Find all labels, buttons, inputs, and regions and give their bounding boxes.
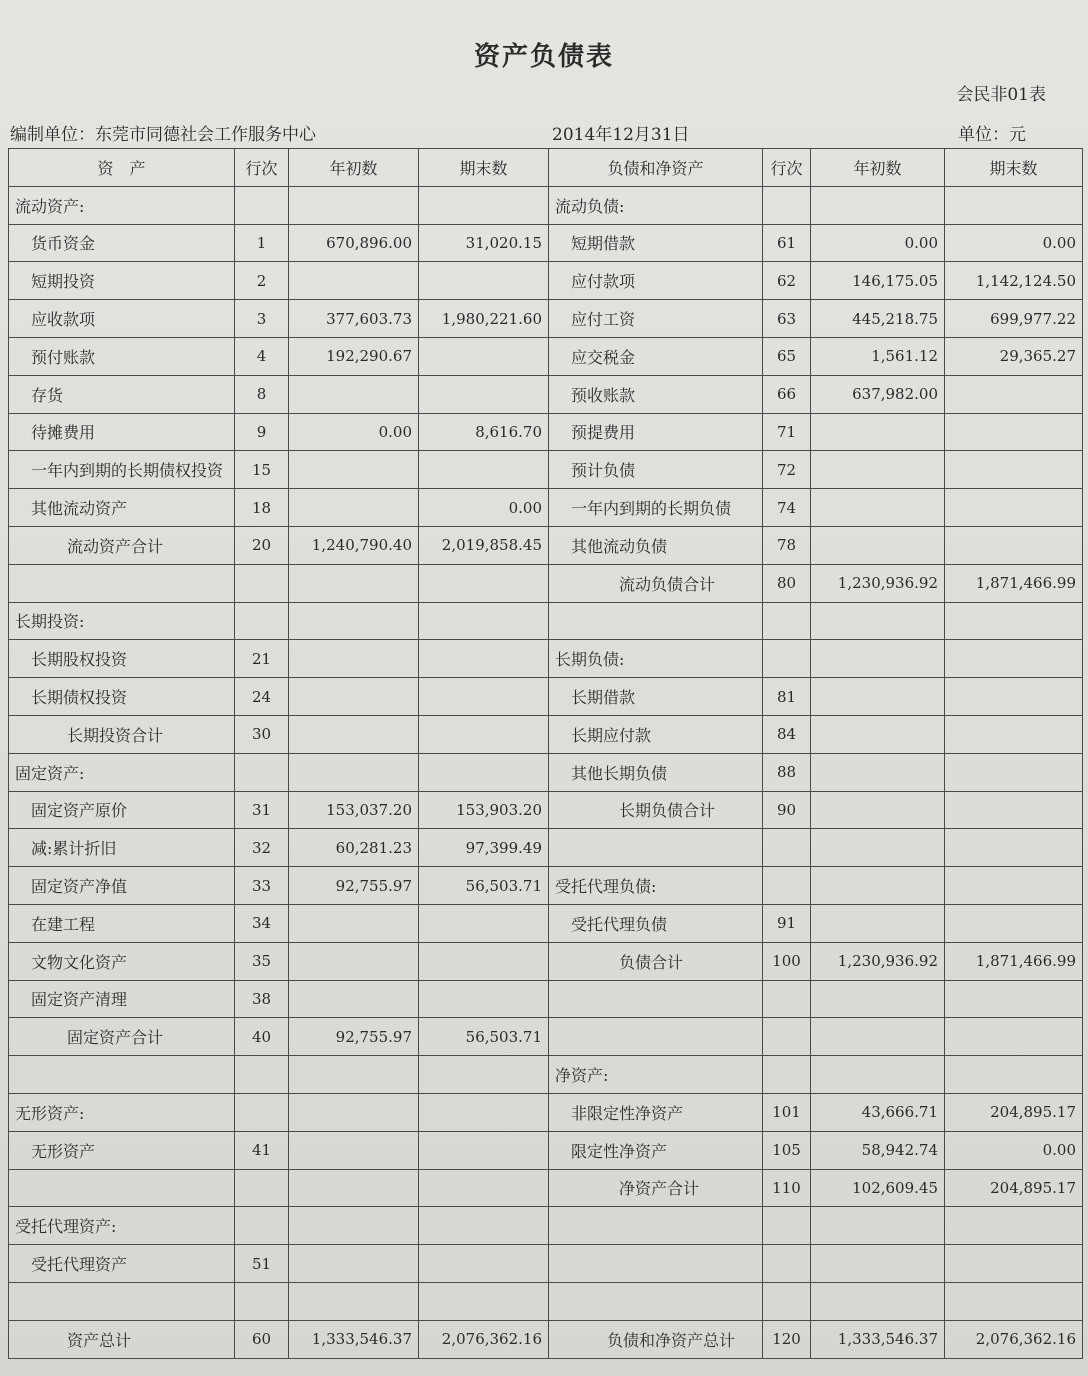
- liability-end-cell: [945, 1282, 1083, 1320]
- liability-end-cell: [945, 1245, 1083, 1283]
- liability-begin-cell: [811, 1207, 945, 1245]
- asset-line-cell: [235, 602, 289, 640]
- liability-end-cell: 2,076,362.16: [945, 1320, 1083, 1358]
- asset-name-cell: 固定资产清理: [9, 980, 235, 1018]
- table-row: [9, 678, 1083, 716]
- liability-name-cell: 应付款项: [549, 262, 763, 300]
- liability-begin-cell: 637,982.00: [811, 375, 945, 413]
- liability-begin-cell: [811, 791, 945, 829]
- report-date: 2014年12月31日: [552, 125, 690, 145]
- asset-end-cell: [419, 942, 549, 980]
- asset-name-cell: [9, 1169, 235, 1207]
- table-row: [9, 602, 1083, 640]
- table-row: [9, 942, 1083, 980]
- asset-name-cell: 货币资金: [9, 224, 235, 262]
- liability-end-cell: 1,871,466.99: [945, 564, 1083, 602]
- asset-line-cell: 34: [235, 904, 289, 942]
- asset-line-cell: 60: [235, 1320, 289, 1358]
- liability-line-cell: [763, 1245, 811, 1283]
- asset-line-cell: 4: [235, 337, 289, 375]
- asset-name-cell: 短期投资: [9, 262, 235, 300]
- liability-end-cell: [945, 413, 1083, 451]
- liability-line-cell: [763, 186, 811, 224]
- liability-begin-cell: [811, 451, 945, 489]
- asset-begin-cell: 60,281.23: [289, 829, 419, 867]
- header-line-no: 行次: [235, 149, 289, 187]
- liability-end-cell: 29,365.27: [945, 337, 1083, 375]
- liability-line-cell: 74: [763, 489, 811, 527]
- liability-name-cell: 负债合计: [549, 942, 763, 980]
- liability-line-cell: [763, 980, 811, 1018]
- liability-line-cell: 62: [763, 262, 811, 300]
- table-row: [9, 1056, 1083, 1094]
- asset-begin-cell: [289, 262, 419, 300]
- asset-line-cell: 9: [235, 413, 289, 451]
- liability-name-cell: 应交税金: [549, 337, 763, 375]
- table-row: [9, 1320, 1083, 1358]
- asset-begin-cell: [289, 1282, 419, 1320]
- asset-line-cell: [235, 1169, 289, 1207]
- liability-line-cell: 84: [763, 715, 811, 753]
- asset-end-cell: [419, 1282, 549, 1320]
- liability-name-cell: 长期负债合计: [549, 791, 763, 829]
- liability-end-cell: [945, 980, 1083, 1018]
- liability-begin-cell: [811, 829, 945, 867]
- liability-begin-cell: [811, 526, 945, 564]
- asset-line-cell: 3: [235, 300, 289, 338]
- currency-unit: 单位：元: [958, 125, 1026, 145]
- liability-line-cell: 72: [763, 451, 811, 489]
- table-row: [9, 300, 1083, 338]
- asset-name-cell: 受托代理资产:: [9, 1207, 235, 1245]
- liability-name-cell: [549, 1018, 763, 1056]
- liability-end-cell: 204,895.17: [945, 1169, 1083, 1207]
- liability-name-cell: [549, 1207, 763, 1245]
- asset-begin-cell: [289, 640, 419, 678]
- liability-begin-cell: [811, 1282, 945, 1320]
- asset-begin-cell: [289, 715, 419, 753]
- liability-begin-cell: [811, 413, 945, 451]
- liability-line-cell: 63: [763, 300, 811, 338]
- asset-end-cell: [419, 1207, 549, 1245]
- liability-name-cell: 负债和净资产总计: [549, 1320, 763, 1358]
- liability-begin-cell: 1,230,936.92: [811, 942, 945, 980]
- liability-line-cell: 78: [763, 526, 811, 564]
- asset-begin-cell: [289, 564, 419, 602]
- asset-end-cell: [419, 602, 549, 640]
- table-row: [9, 1207, 1083, 1245]
- asset-name-cell: 流动资产合计: [9, 526, 235, 564]
- asset-line-cell: 15: [235, 451, 289, 489]
- asset-name-cell: 固定资产合计: [9, 1018, 235, 1056]
- liability-end-cell: [945, 791, 1083, 829]
- asset-name-cell: [9, 564, 235, 602]
- asset-name-cell: [9, 1056, 235, 1094]
- asset-line-cell: [235, 1093, 289, 1131]
- liability-line-cell: [763, 867, 811, 905]
- asset-end-cell: [419, 715, 549, 753]
- asset-begin-cell: [289, 753, 419, 791]
- asset-begin-cell: [289, 1056, 419, 1094]
- asset-end-cell: 2,076,362.16: [419, 1320, 549, 1358]
- asset-end-cell: 97,399.49: [419, 829, 549, 867]
- asset-line-cell: 8: [235, 375, 289, 413]
- liability-line-cell: 80: [763, 564, 811, 602]
- asset-line-cell: 35: [235, 942, 289, 980]
- asset-name-cell: 固定资产净值: [9, 867, 235, 905]
- table-row: [9, 564, 1083, 602]
- page-title: 资产负债表: [473, 42, 614, 72]
- liability-line-cell: 110: [763, 1169, 811, 1207]
- asset-end-cell: [419, 1169, 549, 1207]
- asset-line-cell: 40: [235, 1018, 289, 1056]
- asset-end-cell: 0.00: [419, 489, 549, 527]
- table-row: [9, 867, 1083, 905]
- asset-begin-cell: [289, 1093, 419, 1131]
- liability-begin-cell: 1,230,936.92: [811, 564, 945, 602]
- liability-name-cell: [549, 1282, 763, 1320]
- liability-begin-cell: 58,942.74: [811, 1131, 945, 1169]
- asset-end-cell: [419, 980, 549, 1018]
- asset-begin-cell: [289, 1245, 419, 1283]
- liability-end-cell: 204,895.17: [945, 1093, 1083, 1131]
- liability-name-cell: 一年内到期的长期负债: [549, 489, 763, 527]
- asset-begin-cell: 153,037.20: [289, 791, 419, 829]
- asset-name-cell: 无形资产:: [9, 1093, 235, 1131]
- asset-begin-cell: [289, 1131, 419, 1169]
- liability-begin-cell: [811, 1245, 945, 1283]
- table-row: [9, 451, 1083, 489]
- liability-end-cell: [945, 1018, 1083, 1056]
- liability-begin-cell: 102,609.45: [811, 1169, 945, 1207]
- asset-end-cell: [419, 262, 549, 300]
- asset-line-cell: 30: [235, 715, 289, 753]
- table-row: [9, 715, 1083, 753]
- asset-line-cell: [235, 1282, 289, 1320]
- asset-name-cell: 减:累计折旧: [9, 829, 235, 867]
- table-row: [9, 224, 1083, 262]
- table-row: [9, 375, 1083, 413]
- asset-end-cell: [419, 1093, 549, 1131]
- table-row: [9, 904, 1083, 942]
- asset-name-cell: 长期债权投资: [9, 678, 235, 716]
- table-row: [9, 640, 1083, 678]
- asset-name-cell: 在建工程: [9, 904, 235, 942]
- asset-end-cell: [419, 451, 549, 489]
- liability-end-cell: [945, 829, 1083, 867]
- liability-end-cell: [945, 602, 1083, 640]
- asset-end-cell: [419, 564, 549, 602]
- asset-begin-cell: 92,755.97: [289, 867, 419, 905]
- liability-end-cell: 1,871,466.99: [945, 942, 1083, 980]
- liability-line-cell: 65: [763, 337, 811, 375]
- liability-begin-cell: 0.00: [811, 224, 945, 262]
- asset-end-cell: 56,503.71: [419, 867, 549, 905]
- liability-begin-cell: [811, 867, 945, 905]
- asset-begin-cell: [289, 186, 419, 224]
- liability-name-cell: 流动负债:: [549, 186, 763, 224]
- asset-begin-cell: 1,240,790.40: [289, 526, 419, 564]
- liability-begin-cell: 1,561.12: [811, 337, 945, 375]
- asset-end-cell: [419, 904, 549, 942]
- liability-line-cell: 71: [763, 413, 811, 451]
- liability-name-cell: 净资产:: [549, 1056, 763, 1094]
- asset-end-cell: [419, 1131, 549, 1169]
- liability-line-cell: 91: [763, 904, 811, 942]
- liability-name-cell: 预计负债: [549, 451, 763, 489]
- asset-begin-cell: 377,603.73: [289, 300, 419, 338]
- asset-name-cell: 存货: [9, 375, 235, 413]
- organization-label: 编制单位：东莞市同德社会工作服务中心: [10, 125, 316, 145]
- liability-end-cell: 0.00: [945, 224, 1083, 262]
- liability-end-cell: [945, 1207, 1083, 1245]
- table-row: [9, 526, 1083, 564]
- liability-end-cell: 0.00: [945, 1131, 1083, 1169]
- asset-line-cell: 1: [235, 224, 289, 262]
- liability-line-cell: 101: [763, 1093, 811, 1131]
- table-row: [9, 1169, 1083, 1207]
- asset-name-cell: 预付账款: [9, 337, 235, 375]
- table-row: [9, 413, 1083, 451]
- asset-end-cell: [419, 337, 549, 375]
- asset-line-cell: [235, 753, 289, 791]
- liability-line-cell: 88: [763, 753, 811, 791]
- table-row: [9, 980, 1083, 1018]
- asset-line-cell: [235, 1056, 289, 1094]
- liability-name-cell: 短期借款: [549, 224, 763, 262]
- liability-begin-cell: 1,333,546.37: [811, 1320, 945, 1358]
- asset-begin-cell: 192,290.67: [289, 337, 419, 375]
- asset-begin-cell: [289, 375, 419, 413]
- liability-begin-cell: [811, 715, 945, 753]
- liability-end-cell: [945, 678, 1083, 716]
- liability-line-cell: [763, 602, 811, 640]
- liability-line-cell: [763, 829, 811, 867]
- liability-end-cell: 699,977.22: [945, 300, 1083, 338]
- liability-line-cell: 81: [763, 678, 811, 716]
- table-row: [9, 1282, 1083, 1320]
- liability-line-cell: 90: [763, 791, 811, 829]
- liability-begin-cell: [811, 678, 945, 716]
- liability-begin-cell: [811, 186, 945, 224]
- liability-begin-cell: [811, 640, 945, 678]
- table-row: [9, 791, 1083, 829]
- liability-name-cell: [549, 1245, 763, 1283]
- liability-name-cell: 长期应付款: [549, 715, 763, 753]
- asset-name-cell: [9, 1282, 235, 1320]
- asset-end-cell: 31,020.15: [419, 224, 549, 262]
- asset-name-cell: 固定资产原价: [9, 791, 235, 829]
- liability-name-cell: 限定性净资产: [549, 1131, 763, 1169]
- liability-name-cell: 应付工资: [549, 300, 763, 338]
- liability-line-cell: 120: [763, 1320, 811, 1358]
- asset-end-cell: [419, 640, 549, 678]
- asset-begin-cell: [289, 980, 419, 1018]
- header-assets: 资 产: [9, 149, 235, 187]
- asset-name-cell: 固定资产:: [9, 753, 235, 791]
- asset-name-cell: 流动资产:: [9, 186, 235, 224]
- asset-line-cell: 32: [235, 829, 289, 867]
- liability-line-cell: [763, 1056, 811, 1094]
- liability-name-cell: 预提费用: [549, 413, 763, 451]
- liability-end-cell: [945, 526, 1083, 564]
- liability-line-cell: [763, 1282, 811, 1320]
- asset-line-cell: 41: [235, 1131, 289, 1169]
- asset-end-cell: 153,903.20: [419, 791, 549, 829]
- liability-end-cell: [945, 1056, 1083, 1094]
- liability-name-cell: 长期负债:: [549, 640, 763, 678]
- asset-name-cell: 长期股权投资: [9, 640, 235, 678]
- asset-end-cell: [419, 375, 549, 413]
- liability-end-cell: [945, 375, 1083, 413]
- asset-end-cell: [419, 186, 549, 224]
- asset-begin-cell: [289, 489, 419, 527]
- liability-name-cell: [549, 602, 763, 640]
- liability-name-cell: 流动负债合计: [549, 564, 763, 602]
- liability-begin-cell: [811, 753, 945, 791]
- asset-name-cell: 文物文化资产: [9, 942, 235, 980]
- liability-line-cell: [763, 1018, 811, 1056]
- asset-line-cell: 38: [235, 980, 289, 1018]
- asset-begin-cell: 92,755.97: [289, 1018, 419, 1056]
- liability-end-cell: [945, 715, 1083, 753]
- asset-name-cell: 一年内到期的长期债权投资: [9, 451, 235, 489]
- asset-line-cell: [235, 1207, 289, 1245]
- table-row: [9, 489, 1083, 527]
- asset-begin-cell: [289, 678, 419, 716]
- liability-begin-cell: [811, 489, 945, 527]
- liability-end-cell: [945, 451, 1083, 489]
- liability-name-cell: 非限定性净资产: [549, 1093, 763, 1131]
- liability-line-cell: 100: [763, 942, 811, 980]
- asset-line-cell: [235, 564, 289, 602]
- asset-name-cell: 资产总计: [9, 1320, 235, 1358]
- asset-end-cell: [419, 753, 549, 791]
- liability-begin-cell: [811, 602, 945, 640]
- liability-end-cell: [945, 186, 1083, 224]
- asset-end-cell: 2,019,858.45: [419, 526, 549, 564]
- asset-line-cell: [235, 186, 289, 224]
- liability-end-cell: [945, 904, 1083, 942]
- liability-end-cell: [945, 489, 1083, 527]
- asset-name-cell: 长期投资:: [9, 602, 235, 640]
- asset-end-cell: 8,616.70: [419, 413, 549, 451]
- liability-line-cell: 66: [763, 375, 811, 413]
- liability-name-cell: 受托代理负债: [549, 904, 763, 942]
- asset-begin-cell: [289, 942, 419, 980]
- liability-begin-cell: 146,175.05: [811, 262, 945, 300]
- asset-end-cell: [419, 1056, 549, 1094]
- asset-begin-cell: 1,333,546.37: [289, 1320, 419, 1358]
- asset-line-cell: 18: [235, 489, 289, 527]
- asset-begin-cell: [289, 602, 419, 640]
- asset-end-cell: [419, 678, 549, 716]
- liability-begin-cell: [811, 1056, 945, 1094]
- form-number: 会民非01表: [956, 85, 1046, 105]
- header-liabilities: 负债和净资产: [549, 149, 763, 187]
- header-end: 期末数: [945, 149, 1083, 187]
- asset-name-cell: 无形资产: [9, 1131, 235, 1169]
- liability-name-cell: [549, 980, 763, 1018]
- asset-end-cell: 1,980,221.60: [419, 300, 549, 338]
- table-row: [9, 337, 1083, 375]
- asset-begin-cell: [289, 1207, 419, 1245]
- liability-name-cell: 其他长期负债: [549, 753, 763, 791]
- asset-line-cell: 31: [235, 791, 289, 829]
- table-row: [9, 829, 1083, 867]
- asset-line-cell: 24: [235, 678, 289, 716]
- asset-line-cell: 21: [235, 640, 289, 678]
- table-row: [9, 262, 1083, 300]
- liability-line-cell: 105: [763, 1131, 811, 1169]
- balance-sheet-table: [8, 148, 1083, 1359]
- table-row: [9, 753, 1083, 791]
- asset-name-cell: 待摊费用: [9, 413, 235, 451]
- liability-name-cell: 其他流动负债: [549, 526, 763, 564]
- table-header-row: [9, 149, 1083, 187]
- table-row: [9, 1131, 1083, 1169]
- asset-begin-cell: [289, 1169, 419, 1207]
- liability-begin-cell: 445,218.75: [811, 300, 945, 338]
- liability-begin-cell: [811, 980, 945, 1018]
- table-row: [9, 1093, 1083, 1131]
- table-row: [9, 1018, 1083, 1056]
- liability-begin-cell: [811, 1018, 945, 1056]
- asset-line-cell: 20: [235, 526, 289, 564]
- table-row: [9, 186, 1083, 224]
- asset-begin-cell: 670,896.00: [289, 224, 419, 262]
- header-end: 期末数: [419, 149, 549, 187]
- asset-begin-cell: 0.00: [289, 413, 419, 451]
- asset-end-cell: [419, 1245, 549, 1283]
- header-begin: 年初数: [289, 149, 419, 187]
- asset-line-cell: 33: [235, 867, 289, 905]
- liability-end-cell: [945, 867, 1083, 905]
- liability-line-cell: [763, 1207, 811, 1245]
- liability-end-cell: [945, 640, 1083, 678]
- asset-line-cell: 51: [235, 1245, 289, 1283]
- header-line-no: 行次: [763, 149, 811, 187]
- liability-begin-cell: [811, 904, 945, 942]
- asset-line-cell: 2: [235, 262, 289, 300]
- asset-name-cell: 长期投资合计: [9, 715, 235, 753]
- liability-name-cell: 预收账款: [549, 375, 763, 413]
- table-row: [9, 1245, 1083, 1283]
- asset-name-cell: 应收款项: [9, 300, 235, 338]
- liability-end-cell: [945, 753, 1083, 791]
- asset-begin-cell: [289, 904, 419, 942]
- header-begin: 年初数: [811, 149, 945, 187]
- asset-name-cell: 受托代理资产: [9, 1245, 235, 1283]
- asset-name-cell: 其他流动资产: [9, 489, 235, 527]
- liability-name-cell: [549, 829, 763, 867]
- liability-name-cell: 净资产合计: [549, 1169, 763, 1207]
- liability-name-cell: 长期借款: [549, 678, 763, 716]
- liability-line-cell: 61: [763, 224, 811, 262]
- liability-begin-cell: 43,666.71: [811, 1093, 945, 1131]
- liability-line-cell: [763, 640, 811, 678]
- asset-end-cell: 56,503.71: [419, 1018, 549, 1056]
- asset-begin-cell: [289, 451, 419, 489]
- liability-name-cell: 受托代理负债:: [549, 867, 763, 905]
- liability-end-cell: 1,142,124.50: [945, 262, 1083, 300]
